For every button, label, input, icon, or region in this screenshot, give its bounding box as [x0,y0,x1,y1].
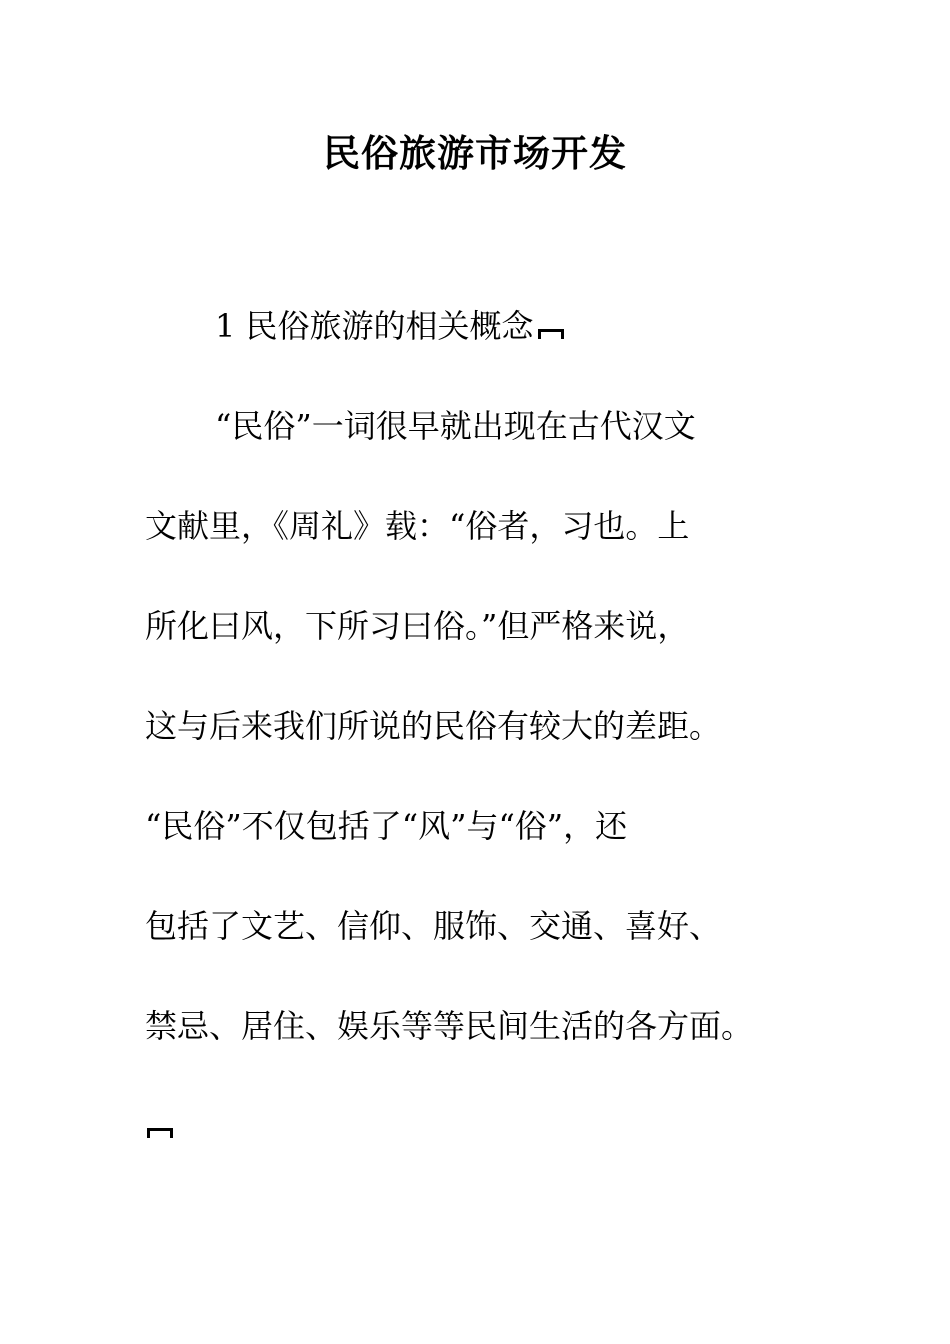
paragraph-line: “民俗”一词很早就出现在古代汉文 [215,407,696,445]
paragraph-line: 这与后来我们所说的民俗有较大的差距。 [145,707,722,745]
document-title: 民俗旅游市场开发 [323,131,627,175]
paragraph-line: 包括了文艺、信仰、服饰、交通、喜好、 [145,907,722,945]
paragraph-mark-icon [538,329,568,343]
paragraph-line: “民俗”不仅包括了“风”与“俗”，还 [145,807,628,845]
paragraph-mark-icon [147,1128,177,1142]
section-heading-line [215,304,568,348]
section-heading: 1 民俗旅游的相关概念 [215,307,534,345]
paragraph-line: 文献里，《周礼》载：“俗者，习也。上 [145,507,690,545]
paragraph-line: 禁忌、居住、娱乐等等民间生活的各方面。 [145,1007,754,1045]
paragraph-line: 所化曰风，下所习曰俗。”但严格来说， [145,607,690,645]
